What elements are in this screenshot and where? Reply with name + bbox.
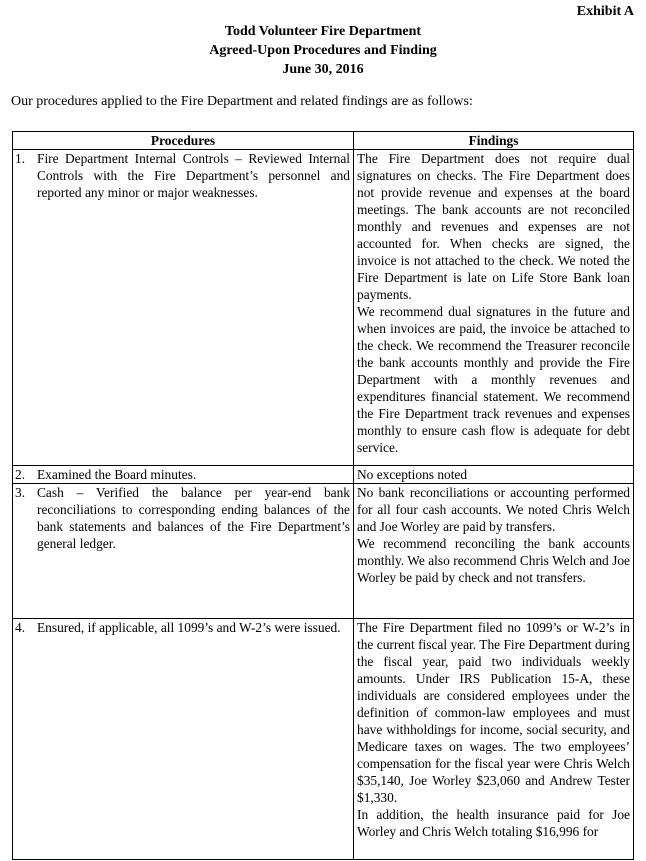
procedure-text: Ensured, if applicable, all 1099’s and W-2’s were issued. bbox=[37, 620, 341, 635]
procedure-number: 2. bbox=[15, 467, 26, 482]
table-row bbox=[13, 619, 634, 860]
table-row bbox=[13, 150, 634, 466]
table-header-row bbox=[13, 132, 634, 150]
recommendation-paragraph: We recommend dual signatures in the future and when invoices are paid, the invoice be attached to the check. We recommend the Treasurer reconcile the bank accounts monthly and provide the Fire Department with a monthly revenues and expenditures financial statement. We recommend the Fire Department track revenues and expenses monthly to ensure cash flow is adequate for debt service. bbox=[357, 304, 630, 455]
procedures-header: Procedures bbox=[13, 132, 354, 150]
findings-cell bbox=[354, 466, 634, 484]
procedure-cell bbox=[13, 484, 354, 619]
findings-cell bbox=[354, 150, 634, 466]
finding-paragraph: No bank reconciliations or accounting performed for all four cash accounts. We noted Chris Welch and Joe Worley are paid by transfers. bbox=[357, 485, 630, 534]
recommendation-paragraph: We recommend reconciling the bank accounts monthly. We also recommend Chris Welch and Joe Worley be paid by check and not transfers. bbox=[357, 536, 630, 585]
findings-cell bbox=[354, 619, 634, 860]
procedures-findings-table bbox=[12, 131, 634, 860]
procedure-text: Cash – Verified the balance per year-end bank reconciliations to corresponding ending balances of the bank statements and balances of the Fire Department’s general ledger. bbox=[37, 485, 350, 551]
report-subtitle: Agreed-Upon Procedures and Finding bbox=[209, 43, 437, 58]
procedure-number: 4. bbox=[15, 620, 26, 635]
finding-paragraph: The Fire Department filed no 1099’s or W-2’s in the current fiscal year. The Fire Department during the fiscal year, paid two individuals weekly amounts. Under IRS Publication 15-A, these individuals are considered employees under the definition of common-law employees and must have withholdings for income, social security, and Medicare taxes on wages. The two employees’ compensation for the fiscal year were Chris Welch $35,140, Joe Worley $23,060 and Andrew Tester $1,330. bbox=[357, 620, 630, 805]
organization-title: Todd Volunteer Fire Department bbox=[224, 24, 422, 39]
procedure-number: 3. bbox=[15, 485, 26, 500]
procedure-text: Fire Department Internal Controls – Reviewed Internal Controls with the Fire Department’s personnel and reported any minor or major weaknesses. bbox=[37, 151, 350, 200]
report-date: June 30, 2016 bbox=[282, 62, 364, 77]
table-row bbox=[13, 466, 634, 484]
finding-paragraph: The Fire Department does not require dual signatures on checks. The Fire Department does not provide revenue and expenses at the board meetings. The bank accounts are not reconciled monthly and revenues and expenses are not accounted for. When checks are signed, the invoice is not attached to the check. We noted the Fire Department is late on Life Store Bank loan payments. bbox=[357, 151, 630, 302]
intro-paragraph: Our procedures applied to the Fire Department and related findings are as follows: bbox=[11, 94, 473, 109]
procedure-cell bbox=[13, 466, 354, 484]
procedure-cell bbox=[13, 619, 354, 860]
finding-paragraph: No exceptions noted bbox=[357, 467, 468, 482]
findings-cell bbox=[354, 484, 634, 619]
exhibit-label: Exhibit A bbox=[576, 4, 634, 19]
procedure-text: Examined the Board minutes. bbox=[37, 467, 197, 482]
findings-header: Findings bbox=[354, 132, 634, 150]
document-header bbox=[0, 22, 646, 79]
table-row bbox=[13, 484, 634, 619]
procedure-cell bbox=[13, 150, 354, 466]
procedure-number: 1. bbox=[15, 151, 26, 166]
additional-paragraph: In addition, the health insurance paid for Joe Worley and Chris Welch totaling $16,996 for bbox=[357, 807, 630, 839]
